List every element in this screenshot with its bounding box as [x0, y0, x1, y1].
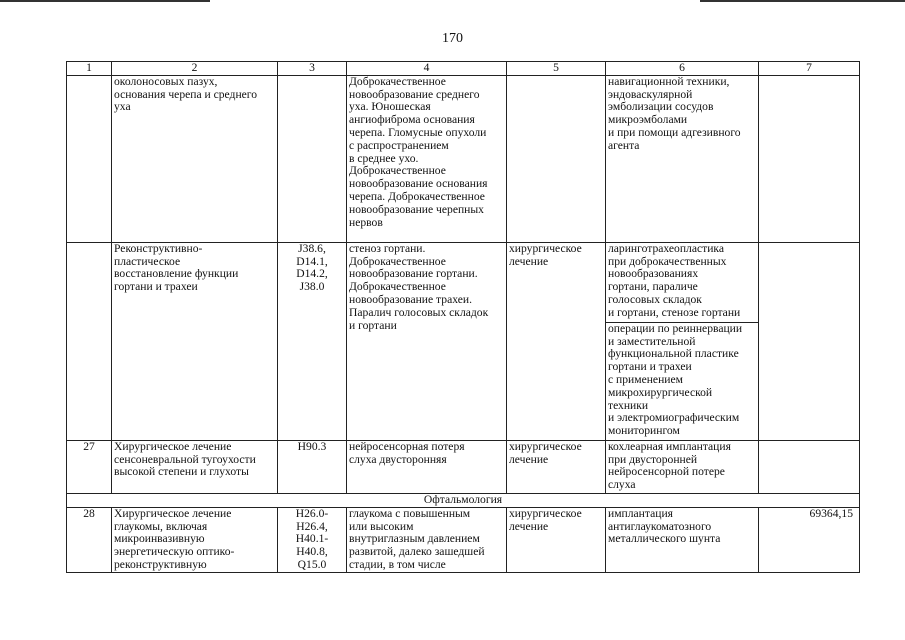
table-row — [67, 507, 860, 572]
page-number: 170 — [442, 31, 463, 46]
row-number — [67, 242, 112, 440]
icd-codes: J38.6, D14.1, D14.2, J38.0 — [278, 242, 347, 440]
cost-norm — [759, 75, 860, 242]
cost-norm — [759, 242, 860, 440]
treatment-method: кохлеарная имплантация при двусторонней нейросенсорной потере слуха — [606, 440, 759, 493]
table-header-row — [67, 62, 860, 76]
document-table-frame — [66, 61, 860, 573]
treatment-method: имплантация антиглаукоматозного металлического шунта — [606, 507, 759, 572]
document-table — [66, 61, 860, 573]
row-number: 28 — [67, 507, 112, 572]
treatment-type: хирургическое лечение — [507, 440, 606, 493]
col-header-7: 7 — [759, 62, 860, 76]
intervention-name: Хирургическое лечение сенсоневральной тугоухости высокой степени и глухоты — [112, 440, 278, 493]
row-number — [67, 75, 112, 242]
col-header-6: 6 — [606, 62, 759, 76]
patient-model: глаукома с повышенным или высоким внутриглазным давлением развитой, далеко зашедшей стадии, в том числе — [347, 507, 507, 572]
col-header-1: 1 — [67, 62, 112, 76]
treatment-method: навигационной техники, эндоваскулярной эмболизации сосудов микроэмболами и при помощи адгезивного агента — [606, 75, 759, 242]
col-header-3: 3 — [278, 62, 347, 76]
treatment-type: хирургическое лечение — [507, 242, 606, 440]
section-title: Офтальмология — [67, 493, 860, 507]
patient-model: нейросенсорная потеря слуха двусторонняя — [347, 440, 507, 493]
row-number: 27 — [67, 440, 112, 493]
table-row — [67, 242, 860, 322]
treatment-type: хирургическое лечение — [507, 507, 606, 572]
section-row — [67, 493, 860, 507]
table-row — [67, 440, 860, 493]
top-border-left — [0, 0, 210, 2]
treatment-type — [507, 75, 606, 242]
cost-norm — [759, 440, 860, 493]
treatment-method-2: операции по реиннервации и заместительной функциональной пластике гортани и трахеи с применением микрохирургической техники и электромиографическим мониторингом — [606, 322, 759, 440]
cost-norm: 69364,15 — [759, 507, 860, 572]
intervention-name: Реконструктивно- пластическое восстановление функции гортани и трахеи — [112, 242, 278, 440]
icd-codes — [278, 75, 347, 242]
col-header-2: 2 — [112, 62, 278, 76]
table-row — [67, 75, 860, 242]
intervention-name: околоносовых пазух, основания черепа и среднего уха — [112, 75, 278, 242]
col-header-5: 5 — [507, 62, 606, 76]
patient-model: Доброкачественное новообразование среднего уха. Юношеская ангиофиброма основания черепа. Гломусные опухоли с распространением в среднее ухо. Доброкачественное новообразование основания черепа. Доброкачественное новообразование черепных нервов — [347, 75, 507, 242]
treatment-method: ларинготрахеопластика при доброкачественных новообразованиях гортани, параличе голосовых складок и гортани, стенозе гортани — [606, 242, 759, 322]
intervention-name: Хирургическое лечение глаукомы, включая микроинвазивную энергетическую оптико- реконструктивную — [112, 507, 278, 572]
icd-codes: H26.0- H26.4, H40.1- H40.8, Q15.0 — [278, 507, 347, 572]
patient-model: стеноз гортани. Доброкачественное новообразование гортани. Доброкачественное новообразование трахеи. Паралич голосовых складок и гортани — [347, 242, 507, 440]
col-header-4: 4 — [347, 62, 507, 76]
icd-codes: H90.3 — [278, 440, 347, 493]
top-border-right — [700, 0, 905, 2]
